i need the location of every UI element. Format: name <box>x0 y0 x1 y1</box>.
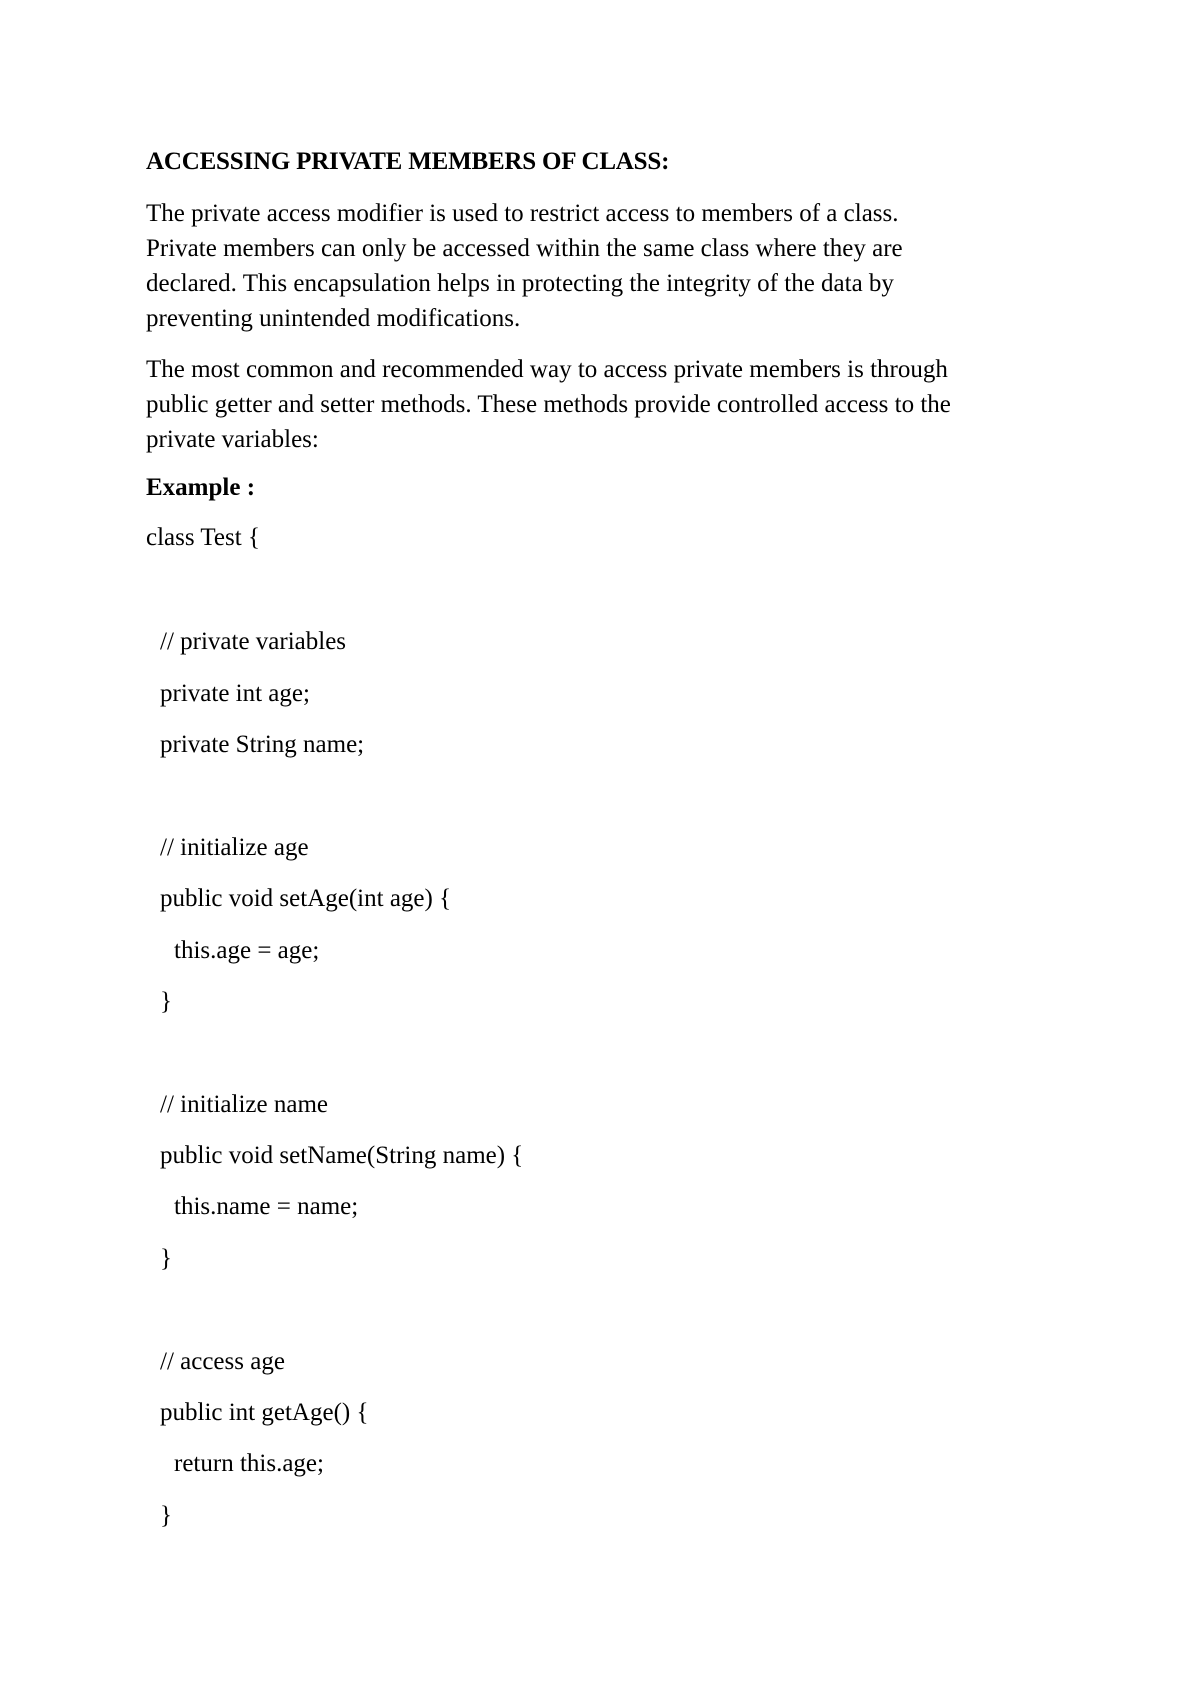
code-comment: // access age <box>160 1348 285 1375</box>
code-comment: // initialize age <box>160 834 309 861</box>
code-statement: this.age = age; <box>174 937 320 964</box>
paragraph-line: The private access modifier is used to restrict access to members of a class. <box>146 200 899 227</box>
code-statement: return this.age; <box>174 1450 324 1477</box>
paragraph-line: private variables: <box>146 426 319 453</box>
code-field-declaration: private String name; <box>160 731 365 758</box>
code-field-declaration: private int age; <box>160 680 310 707</box>
example-label: Example : <box>146 474 256 501</box>
code-statement: this.name = name; <box>174 1193 359 1220</box>
code-method-signature: public int getAge() { <box>160 1399 369 1426</box>
code-closing-brace: } <box>160 1502 172 1529</box>
code-closing-brace: } <box>160 1245 172 1272</box>
code-comment: // private variables <box>160 628 347 655</box>
paragraph-line: public getter and setter methods. These methods provide controlled access to the <box>146 391 951 418</box>
intro-paragraph <box>146 196 1086 336</box>
paragraph-line: The most common and recommended way to access private members is through <box>146 356 948 383</box>
getter-setter-paragraph <box>146 352 1086 457</box>
code-class-declaration: class Test { <box>146 524 260 551</box>
code-closing-brace: } <box>160 988 172 1015</box>
code-comment: // initialize name <box>160 1091 328 1118</box>
paragraph-line: declared. This encapsulation helps in protecting the integrity of the data by <box>146 270 894 297</box>
section-heading: ACCESSING PRIVATE MEMBERS OF CLASS: <box>146 148 670 175</box>
paragraph-line: preventing unintended modifications. <box>146 305 521 332</box>
paragraph-line: Private members can only be accessed within the same class where they are <box>146 235 903 262</box>
code-method-signature: public void setAge(int age) { <box>160 885 452 912</box>
code-method-signature: public void setName(String name) { <box>160 1142 524 1169</box>
